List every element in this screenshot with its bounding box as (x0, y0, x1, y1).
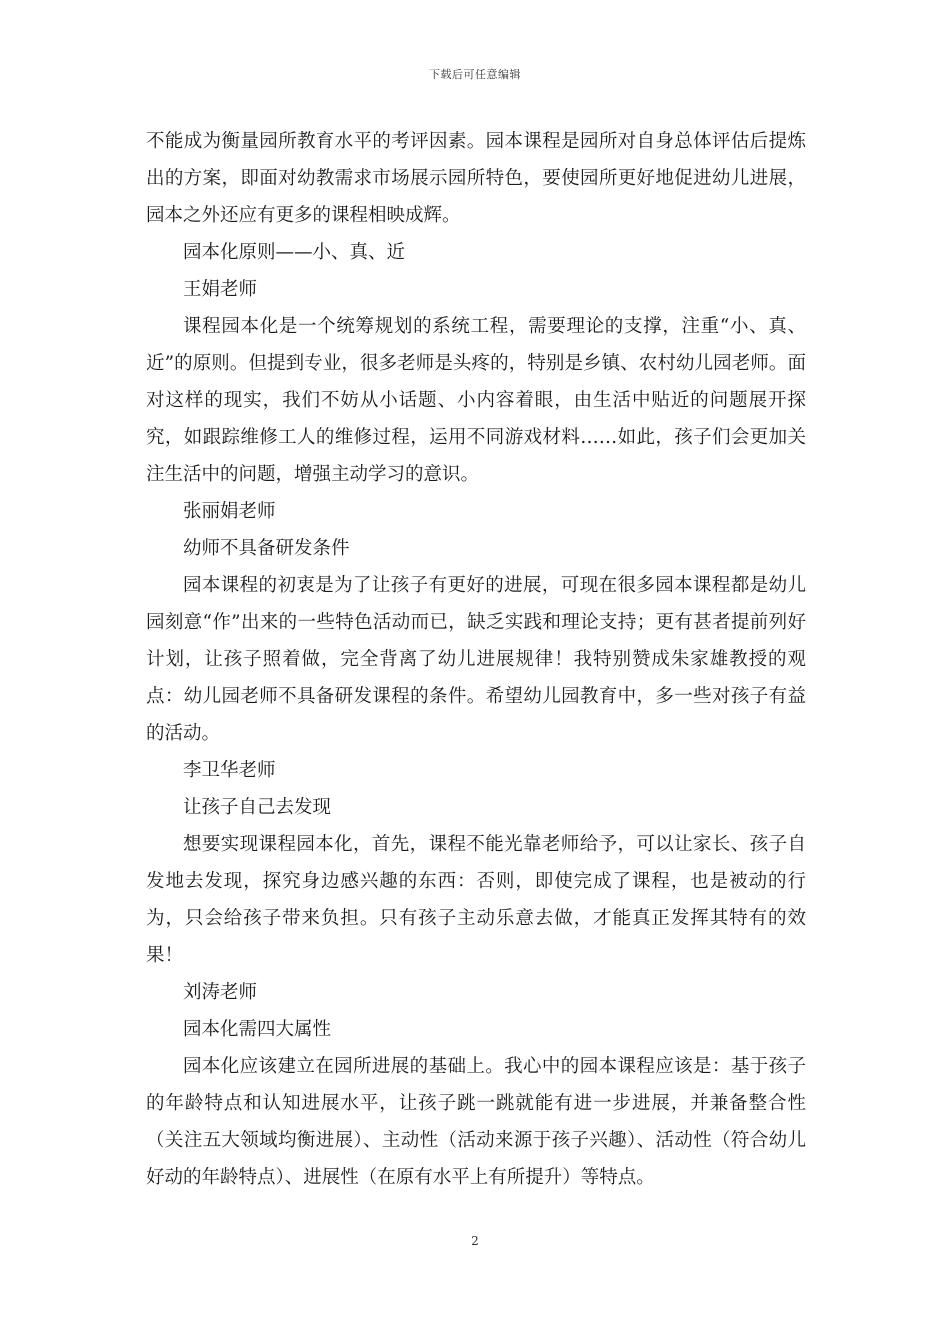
document-body (146, 123, 806, 1196)
page-header: 下载后可任意编辑 (429, 68, 521, 81)
paragraph: 园本化应该建立在园所进展的基础上。我心中的园本课程应该是：基于孩子的年龄特点和认知进展水平，让孩子跳一跳就能有进一步进展，并兼备整合性（关注五大领域均衡进展）、主动性（活动来源于孩子兴趣）、活动性（符合幼儿好动的年龄特点）、进展性（在原有水平上有所提升）等特点。 (146, 1056, 806, 1188)
paragraph: 课程园本化是一个统筹规划的系统工程，需要理论的支撑，注重“小、真、近”的原则。但提到专业，很多老师是头疼的，特别是乡镇、农村幼儿园老师。面对这样的现实，我们不妨从小话题、小内容着眼，由生活中贴近的问题展开探究，如跟踪维修工人的维修过程，运用不同游戏材料……如此，孩子们会更加关注生活中的问题，增强主动学习的意识。 (146, 316, 806, 485)
author-name: 张丽娟老师 (183, 501, 276, 522)
section-heading: 让孩子自己去发现 (183, 797, 332, 818)
section-heading: 幼师不具备研发条件 (183, 538, 350, 559)
paragraph: 想要实现课程园本化，首先，课程不能光靠老师给予，可以让家长、孩子自发地去发现，探究身边感兴趣的东西：否则，即使完成了课程，也是被动的行为，只会给孩子带来负担。只有孩子主动乐意去做，才能真正发挥其特有的效果！ (146, 834, 806, 966)
paragraph: 园本课程的初衷是为了让孩子有更好的进展，可现在很多园本课程都是幼儿园刻意“作”出来的一些特色活动而已，缺乏实践和理论支持；更有甚者提前列好计划，让孩子照着做，完全背离了幼儿进展规律！我特别赞成朱家雄教授的观点：幼儿园老师不具备研发课程的条件。希望幼儿园教育中，多一些对孩子有益的活动。 (146, 575, 806, 744)
author-name: 刘涛老师 (183, 982, 258, 1003)
author-name: 王娟老师 (183, 279, 258, 300)
author-name: 李卫华老师 (183, 760, 276, 781)
page-number: 2 (471, 1234, 479, 1248)
section-heading: 园本化需四大属性 (183, 1019, 332, 1040)
paragraph-continued: 不能成为衡量园所教育水平的考评因素。园本课程是园所对自身总体评估后提炼出的方案，即面对幼教需求市场展示园所特色，要使园所更好地促进幼儿进展，园本之外还应有更多的课程相映成辉。 (146, 131, 806, 226)
section-heading: 园本化原则——小、真、近 (183, 242, 406, 263)
